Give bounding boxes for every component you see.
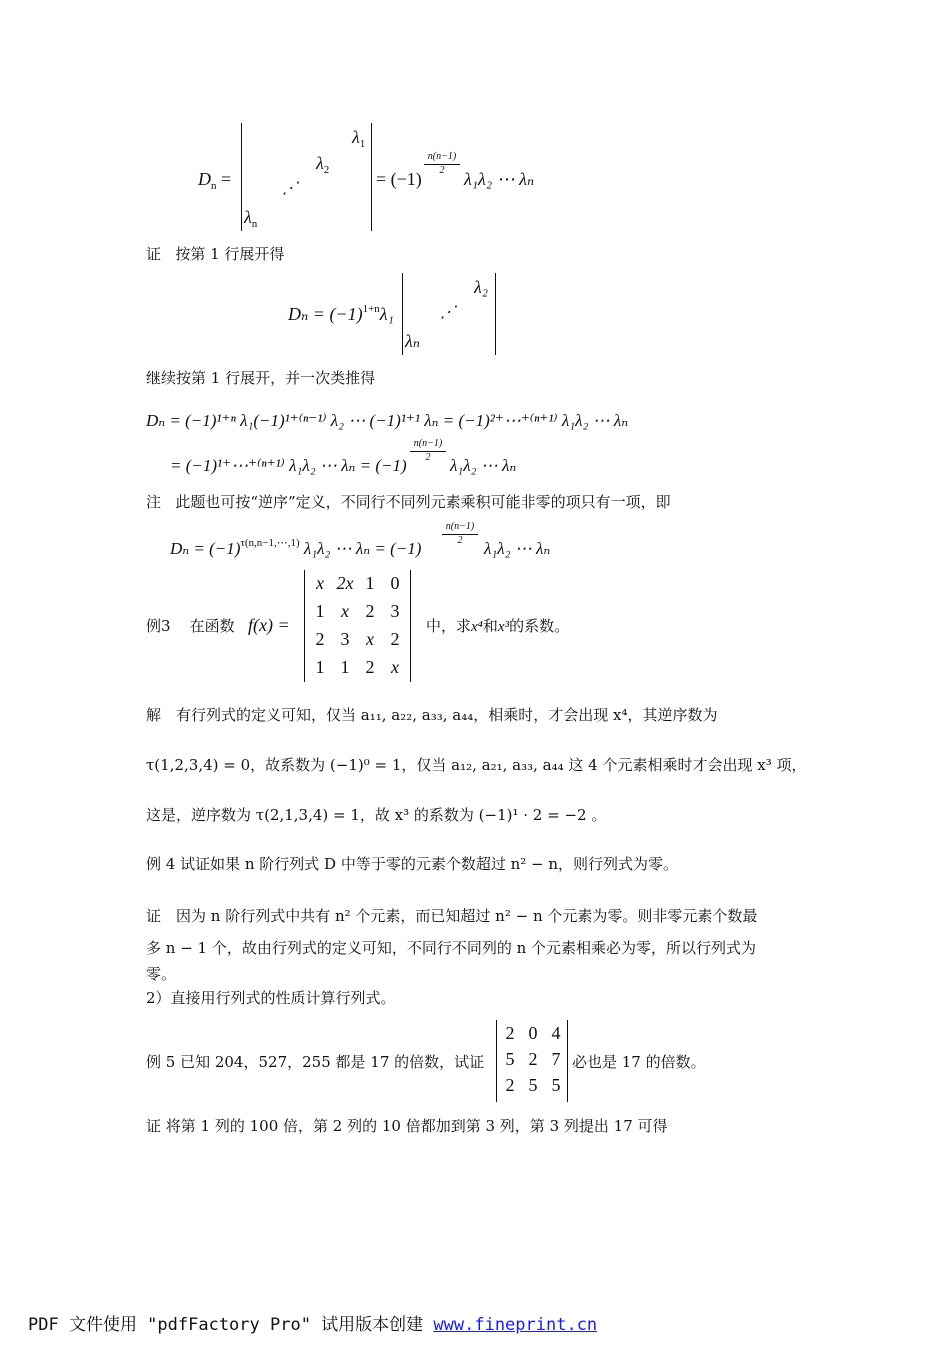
- ex5-prefix: 例 5 已知 204，527，255 都是 17 的倍数，试证: [146, 1053, 485, 1071]
- chain-exp-num: n(n−1): [413, 438, 443, 449]
- ex3-cell-r1-c1: x: [316, 573, 324, 593]
- chain-line-1: Dₙ = (−1)¹⁺ⁿ λ₁(−1)¹⁺⁽ⁿ⁻¹⁾ λ₂ ⋯ (−1)¹⁺¹ λₙ = (−1)²⁺⋯⁺⁽ⁿ⁺¹⁾ λ₁λ₂ ⋯ λₙ: [146, 411, 629, 430]
- ex5-cell-r3-c3: 5: [551, 1075, 561, 1095]
- expand1-entry-n: λₙ: [405, 331, 421, 351]
- continue-text: 继续按第 1 行展开，并一次类推得: [146, 369, 376, 387]
- proof-line: 证 按第 1 行展开得: [146, 245, 285, 263]
- ex5-cell-r2-c2: 2: [528, 1049, 538, 1069]
- ex5-proof: 证 将第 1 列的 100 倍，第 2 列的 10 倍都加到第 3 列，第 3 列提出 17 可得: [146, 1117, 668, 1135]
- ex5-suffix: 必也是 17 的倍数。: [572, 1053, 706, 1071]
- ex3-cell-r3-c3: x: [366, 629, 374, 649]
- ex4-proof-line-2: 多 n − 1 个，故由行列式的定义可知，不同行不同列的 n 个元素相乘必为零，所以行列式为: [146, 939, 757, 957]
- ex3-cell-r2-c1: 1: [315, 601, 325, 621]
- top-formula-rhs-base: = (−1): [376, 169, 422, 189]
- det-entry-2: $\lambda_2$: [316, 153, 330, 176]
- ex3-cell-r2-c3: 2: [365, 601, 375, 621]
- top-formula-tail: λ₁λ₂ ⋯ λₙ: [464, 169, 535, 189]
- ex4-statement: 例 4 试证如果 n 阶行列式 D 中等于零的元素个数超过 n² − n，则行列式为零。: [146, 855, 679, 873]
- ex3-cell-r1-c4: 0: [390, 573, 400, 593]
- pdf-footer: [28, 1310, 597, 1335]
- ex3-cell-r4-c2: 1: [340, 657, 350, 677]
- ex3-cell-r1-c3: 1: [365, 573, 375, 593]
- ex3-label: 例3 在函数: [146, 617, 235, 635]
- note-line: 注 此题也可按“逆序”定义，不同行不同列元素乘积可能非零的项只有一项，即: [146, 493, 671, 511]
- ex3-cell-r4-c1: 1: [315, 657, 325, 677]
- ex3-cell-r4-c4: x: [391, 657, 399, 677]
- chain-exp-den: 2: [425, 452, 431, 463]
- expand1-lhs: $D_n = (-1)^{1+n}\lambda_1$: [288, 303, 394, 324]
- note-formula: $D_n = (-1)^{\tau(n,n-1,\cdots,1)}$ λ₁λ₂ ⋯ λₙ = (−1): [170, 537, 422, 558]
- ex5-cell-r1-c2: 0: [528, 1023, 538, 1043]
- ex3-cell-r2-c4: 3: [390, 601, 400, 621]
- det-entry-1: $\lambda_1$: [352, 127, 366, 150]
- ex3-cell-r1-c2: 2x: [336, 573, 354, 593]
- ex5-cell-r2-c1: 5: [505, 1049, 515, 1069]
- ex3-cell-r3-c1: 2: [315, 629, 325, 649]
- note-exp-num: n(n−1): [445, 521, 475, 532]
- ex5-cell-r3-c1: 2: [505, 1075, 515, 1095]
- ex5-cell-r1-c3: 4: [551, 1023, 561, 1043]
- ex3-cell-r4-c3: 2: [365, 657, 375, 677]
- det-bar-right: [371, 123, 372, 231]
- ex5-cell-r1-c1: 2: [505, 1023, 515, 1043]
- expand1-dots: ⋰: [440, 304, 456, 321]
- footer-link[interactable]: www.fineprint.cn: [433, 1315, 598, 1335]
- expand1-bar-right: [495, 273, 496, 355]
- ex5-cell-r3-c2: 5: [528, 1075, 538, 1095]
- ex3-suffix: 中，求x⁴和x³的系数。: [426, 617, 570, 635]
- footer-text: PDF 文件使用 "pdfFactory Pro" 试用版本创建: [28, 1315, 434, 1335]
- top-exp-den: 2: [439, 165, 445, 176]
- ex3-cell-r3-c2: 3: [340, 629, 350, 649]
- det-dots: ⋰: [282, 180, 298, 197]
- ex4-proof-line-3: 零。: [146, 965, 177, 983]
- top-formula-lhs: $D_n$ =: [198, 169, 232, 192]
- note-exp-den: 2: [457, 535, 463, 546]
- det-bar-left: [241, 123, 242, 231]
- chain-tail: λ₁λ₂ ⋯ λₙ: [450, 456, 517, 475]
- ex3-cell-r3-c4: 2: [390, 629, 400, 649]
- ex5-cell-r2-c3: 7: [551, 1049, 561, 1069]
- ex3-det-bar-right: [410, 570, 411, 682]
- ex3-det-bar-left: [304, 570, 305, 682]
- note-tail: λ₁λ₂ ⋯ λₙ: [484, 539, 551, 558]
- solution-line-3: 这是，逆序数为 τ(2,1,3,4) = 1，故 x³ 的系数为 (−1)¹ · 2 = −2 。: [146, 806, 607, 824]
- section-heading: 2）直接用行列式的性质计算行列式。: [146, 989, 396, 1007]
- det-entry-n: $\lambda_n$: [244, 207, 258, 230]
- ex3-func: f(x) =: [248, 615, 290, 635]
- expand1-entry-2: λ₂: [474, 277, 489, 297]
- solution-line-1: 解 有行列式的定义可知，仅当 a₁₁, a₂₂, a₃₃, a₄₄，相乘时，才会出现 x⁴，其逆序数为: [146, 706, 718, 724]
- expand1-bar-left: [402, 273, 403, 355]
- solution-line-2: τ(1,2,3,4) = 0，故系数为 (−1)⁰ = 1，仅当 a₁₂, a₂₁, a₃₃, a₄₄ 这 4 个元素相乘时才会出现 x³ 项，: [146, 756, 807, 774]
- chain-line-2: = (−1)¹⁺⋯⁺⁽ⁿ⁺¹⁾ λ₁λ₂ ⋯ λₙ = (−1): [170, 456, 407, 475]
- ex3-cell-r2-c2: x: [341, 601, 349, 621]
- top-exp-num: n(n−1): [427, 151, 457, 162]
- ex4-proof-line-1: 证 因为 n 阶行列式中共有 n² 个元素，而已知超过 n² − n 个元素为零。则非零元素个数最: [146, 907, 758, 925]
